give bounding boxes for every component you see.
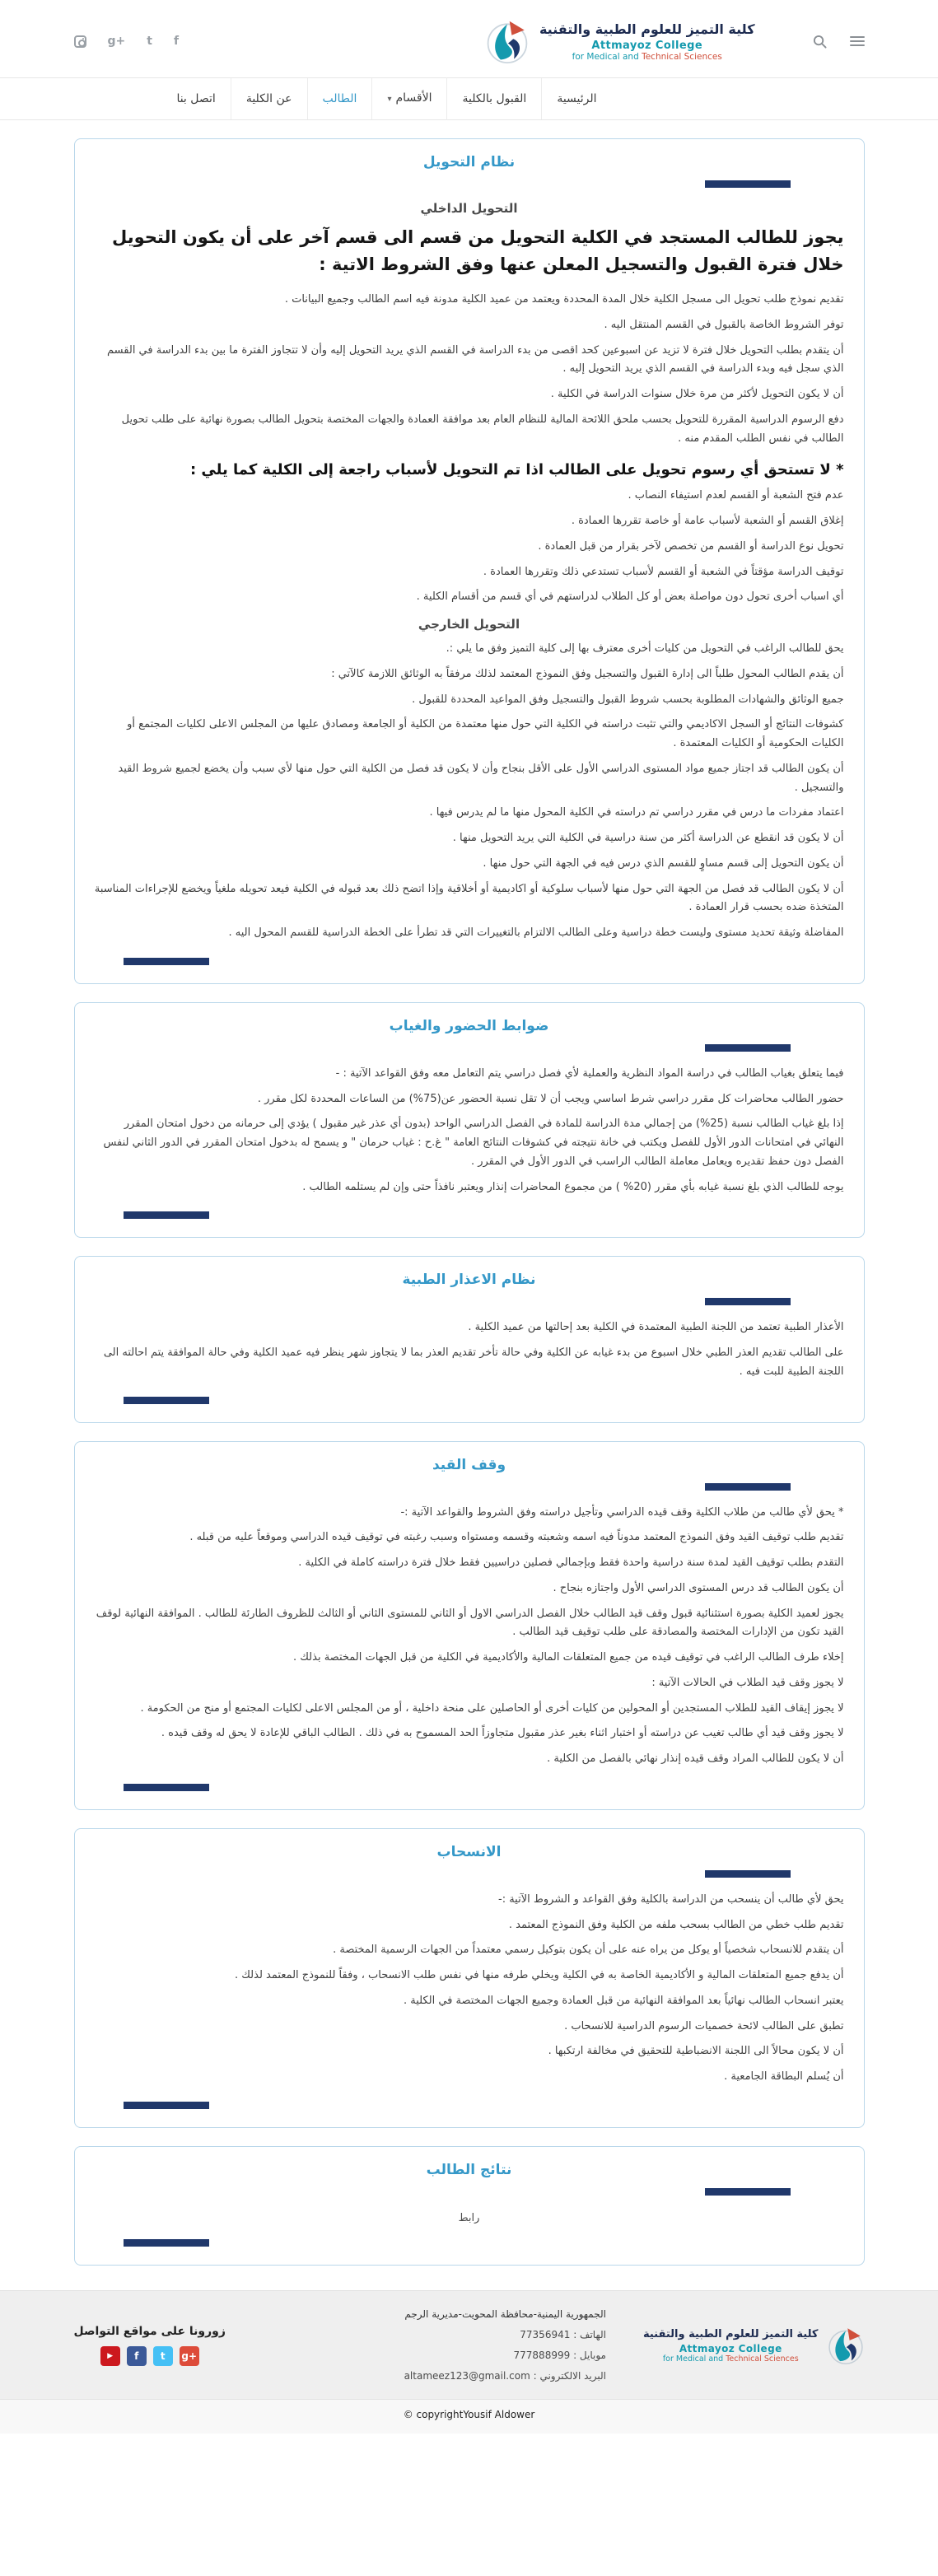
- paragraph: أن لا يكون محالاً الى اللجنة الانضباطية للتحقيق في مخالفة ارتكبها .: [548, 2045, 844, 2058]
- paragraph: إغلاق القسم أو الشعبة لأسباب عامة أو خاصة تقررها العمادة .: [571, 515, 844, 528]
- footer-address: الجمهورية اليمنية-محافظة المحويت-مديرية الرجم: [404, 2308, 606, 2320]
- section-attendance-rules: [74, 1002, 865, 1239]
- paragraph: تقديم طلب توقيف القيد وفق النموذج المعتمد مدوناً فيه اسمه وشعبته وقسمه ومستواه وسبب رغبته في توقيف قيده الدراسي وموقعاً عليه من قبله .: [189, 1531, 844, 1544]
- header-tools: [813, 35, 865, 49]
- section-title: وقف القيد: [432, 1456, 506, 1473]
- twitter-icon[interactable]: t: [147, 35, 152, 48]
- paragraph: أن يُسلم البطاقة الجامعية .: [724, 2070, 844, 2084]
- divider-bar: [705, 2188, 791, 2196]
- google-plus-icon[interactable]: g+: [107, 35, 126, 48]
- nav-home[interactable]: الرئيسية: [557, 92, 597, 105]
- paragraph: الأعذار الطبية تعتمد من اللجنة الطبية المعتمدة في الكلية بعد إحالتها من عميد الكلية .: [468, 1321, 844, 1334]
- divider-bar: [124, 1784, 209, 1791]
- divider-bar: [124, 1211, 209, 1219]
- section-title: الانسحاب: [436, 1843, 502, 1860]
- paragraph: توفر الشروط الخاصة بالقبول في القسم المنتقل اليه .: [604, 318, 844, 331]
- section-title: نظام الاعذار الطبية: [402, 1272, 536, 1289]
- paragraph: إذا بلغ غياب الطالب نسبة (25%) من إجمالي مدة الدراسة للمادة في الفصل الدراسي الواحد (بدون أي عذر غير مقبول ) يؤدي إلى حرمانه من دخول امتحان المقرر النهائي في امتحانات الدور الأول للفصل ويكتب في خانة نتيجته في كشوفات النتائج العامة " غ.ح : غياب حرمان " و يسمح له بدخول امتحان المقرر في الدور الثاني لنفس الفصل دون حفظ تقديره ويعامل معاملة الطالب الراسب في الدور الأول في المقرر .: [103, 1118, 844, 1168]
- divider-bar: [705, 180, 791, 188]
- footer-phone: الهاتف : 77356941: [520, 2329, 606, 2341]
- results-link[interactable]: رابط: [458, 2211, 480, 2224]
- divider-bar: [705, 1044, 791, 1052]
- footer-social-block: [74, 2325, 226, 2366]
- copyright-text: © copyrightYousif Aldower: [0, 2399, 938, 2434]
- section-title: نظام التحويل: [422, 154, 516, 170]
- google-plus-icon[interactable]: g+: [180, 2346, 199, 2366]
- paragraph: اعتماد مفردات ما درس في مقرر دراسي تم دراسته في الكلية المحول منها ما لم يدرس فيها .: [429, 806, 844, 819]
- paragraph: المفاضلة وثيقة تحديد مستوى وليست خطة دراسية وعلى الطالب الالتزام بالتغييرات التي قد تطرأ على الخطة الدراسية للقسم المحول اليه .: [228, 926, 844, 940]
- paragraph: لا يجوز وقف قيد أي طالب تغيب عن دراسته أو اختبار اثناء بغير عذر مقبول متجاوزاً الحد المسموح به في ذلك . الطالب الباقي للإعادة لا يحق له وقف قيده .: [161, 1727, 844, 1740]
- section-student-results: [74, 2146, 865, 2266]
- section-withdrawal: [74, 1828, 865, 2128]
- paragraph: يوجه للطالب الذي بلغ نسبة غيابه بأي مقرر (20% ) من مجموع المحاضرات إنذار ويعتبر نافذاً حتى وإن لم يستلمه الطالب .: [302, 1180, 844, 1193]
- twitter-icon[interactable]: t: [153, 2346, 173, 2366]
- logo-arabic-text: كلية التميز للعلوم الطبية والتقنية: [539, 21, 755, 37]
- divider-bar: [124, 958, 209, 965]
- transfer-intro-heading: يجوز للطالب المستجد في الكلية التحويل من قسم الى قسم آخر على أن يكون التحويل خلال فترة القبول والتسجيل المعلن عنها وفق الشروط الاتية :: [111, 227, 844, 274]
- college-emblem-icon: [485, 16, 530, 66]
- paragraph: حضور الطالب محاضرات كل مقرر دراسي شرط اساسي ويجب أن لا تقل نسبة الحضور عن(75%) من الساعات المحددة لكل مقرر .: [257, 1092, 844, 1105]
- paragraph: أن يدفع جميع المتعلقات المالية و الأكاديمية الخاصة به في الكلية ويخلي طرفه منها في نفس طلب الانسحاب ، وفقاً للنموذج المعتمد لذلك .: [234, 1969, 844, 1982]
- logo-english-line2: for Medical and Technical Sciences: [572, 51, 722, 62]
- paragraph: * يحق لأي طالب من طلاب الكلية وقف قيده الدراسي وتأجيل دراسته وفق الشروط والقواعد الآتية :-: [400, 1505, 844, 1519]
- college-emblem-icon: [827, 2324, 865, 2367]
- paragraph: تحويل نوع الدراسة أو القسم من تخصص لآخر بقرار من قبل العمادة .: [538, 539, 844, 553]
- section-title: نتائج الطالب: [426, 2161, 512, 2178]
- divider-bar: [705, 1483, 791, 1491]
- paragraph: تقديم نموذج طلب تحويل الى مسجل الكلية خلال المدة المحددة ويعتمد من عميد الكلية مدونة فيه اسم الطالب وجميع البيانات .: [284, 293, 844, 306]
- external-transfer-title: التحويل الخارجي: [418, 617, 520, 632]
- main-content: [74, 138, 865, 2266]
- paragraph: يجوز لعميد الكلية بصورة استثنائية قبول وقف قيد الطالب خلال الفصل الدراسي الاول أو الثاني للمستوى الثاني أو الثالث للظروف الطارئة للطالب . الموافقة النهائية لوقف القيد تكون من الإدارات المختصة والمصادقة على طلب توقيف قيد الطالب .: [96, 1607, 844, 1639]
- section-enrollment-suspension: [74, 1441, 865, 1810]
- paragraph: أن يتقدم بطلب التحويل خلال فترة لا تزيد عن اسبوعين كحد اقصى من بدء الدراسة في القسم الذي يريد التحويل إليه وأن لا تتجاوز الفترة ما بين بدء الدراسة في القسم الذي سجل فيه وبدء الدراسة في القسم الذي يريد التحويل إليه .: [107, 343, 844, 376]
- section-medical-excuses: [74, 1256, 865, 1422]
- paragraph: أن يكون الطالب قد اجتاز جميع مواد المستوى الدراسي الأول على الأقل بنجاح وأن لا يكون قد فصل من الكلية التي حول منها لأي سبب وأن يخضع لجميع شروط القيد والتسجيل .: [118, 762, 844, 794]
- paragraph: يحق لأي طالب أن ينسحب من الدراسة بالكلية وفق القواعد و الشروط الآتية :-: [498, 1892, 844, 1906]
- logo-english-line1: Attmayoz College: [679, 2342, 782, 2354]
- divider-bar: [705, 1870, 791, 1878]
- facebook-icon[interactable]: f: [173, 35, 180, 48]
- college-logo[interactable]: [485, 16, 755, 66]
- footer-social-heading: زورونا على مواقع التواصل: [73, 2325, 226, 2339]
- header-social-links: [74, 35, 180, 48]
- divider-bar: [124, 2102, 209, 2109]
- divider-bar: [124, 2239, 209, 2247]
- internal-transfer-title: التحويل الداخلي: [420, 201, 518, 216]
- paragraph: جميع الوثائق والشهادات المطلوبة بحسب شروط القبول والتسجيل وفق المواعيد المحددة للقبول .: [412, 693, 844, 706]
- top-header: [0, 0, 938, 77]
- footer-college-logo: [643, 2324, 865, 2367]
- paragraph: كشوفات النتائج أو السجل الاكاديمي والتي تثبت دراسته في الكلية التي حول منها معتمدة من الكلية أو الجامعة ومصادق عليها من المجلس الاعلى لكليات المجتمع أو الكليات الحكومية أو الكليات المعتمدة .: [127, 718, 844, 750]
- divider-bar: [705, 1298, 791, 1305]
- nav-student[interactable]: الطالب: [308, 78, 373, 119]
- paragraph: فيما يتعلق بغياب الطالب في دراسة المواد النظرية والعملية لأي فصل دراسي يتم التعامل معه وفق القواعد الآتية : -: [335, 1066, 844, 1080]
- chevron-down-icon: ▾: [387, 95, 392, 104]
- paragraph: إخلاء طرف الطالب الراغب في توقيف قيده من جميع المتعلقات المالية والأكاديمية في الكلية من قبل الجهات المختصة بذلك .: [292, 1651, 844, 1664]
- paragraph: لا يجوز إيقاف القيد للطلاب المستجدين أو المحولين من كليات أخرى أو الحاصلين على منحة داخلية ، أو من المجلس الاعلى لكليات المجتمع أو منح من الحكومة .: [140, 1701, 844, 1715]
- nav-about[interactable]: عن الكلية: [231, 78, 308, 119]
- facebook-icon[interactable]: f: [127, 2346, 147, 2366]
- no-fees-heading: * لا تستحق أي رسوم تحويل على الطالب اذا تم التحويل لأسباب راجعة إلى الكلية كما يلي :: [189, 461, 844, 479]
- menu-icon[interactable]: [850, 35, 865, 47]
- paragraph: أن لا يكون التحويل لأكثر من مرة خلال سنوات الدراسة في الكلية .: [550, 388, 844, 401]
- paragraph: تطبق على الطالب لائحة خصميات الرسوم الدراسية للانسحاب .: [564, 2019, 844, 2032]
- paragraph: أن لا يكون قد انقطع عن الدراسة أكثر من سنة دراسية في الكلية التي يريد التحويل منها .: [452, 832, 844, 845]
- paragraph: أي اسباب أخرى تحول دون مواصلة بعض أو كل الطلاب لدراستهم في أي قسم من أقسام الكلية .: [416, 590, 844, 604]
- nav-departments[interactable]: [372, 77, 447, 120]
- nav-admission[interactable]: القبول بالكلية: [447, 78, 542, 119]
- logo-arabic-text: كلية التميز للعلوم الطبية والتقنية: [642, 2327, 819, 2340]
- main-nav: [0, 77, 938, 120]
- paragraph: التقدم بطلب توقيف القيد لمدة سنة دراسية واحدة فقط وبإجمالي فصلين دراسيين فقط خلال فترة دراسته كاملة في الكلية .: [298, 1556, 844, 1570]
- paragraph: يعتبر انسحاب الطالب نهائياً بعد الموافقة النهائية من قبل العمادة وجميع الجهات المختصة في الكلية .: [403, 1994, 844, 2007]
- nav-departments-label: الأقسام: [395, 91, 432, 105]
- search-icon[interactable]: [813, 35, 827, 49]
- paragraph: دفع الرسوم الدراسية المقررة للتحويل بحسب ملحق اللائحة المالية للنظام العام بعد موافقة العمادة والجهات المختصة بتحويل الطالب بصورة نهائية على طلب تحويل الطالب في نفس الطلب المقدم منه .: [121, 413, 844, 445]
- paragraph: تقديم طلب خطي من الطالب بسحب ملفه من الكلية وفق النموذج المعتمد .: [508, 1918, 844, 1931]
- paragraph: أن يكون الطالب قد درس المستوى الدراسي الأول واجتازه بنجاح .: [553, 1581, 844, 1594]
- footer-email: البريد الالكتروني : altameez123@gmail.com: [404, 2370, 606, 2382]
- paragraph: توقيف الدراسة مؤقتاً في الشعبة أو القسم لأسباب تستدعي ذلك وتقررها العمادة .: [483, 565, 844, 578]
- youtube-icon[interactable]: ▶: [100, 2346, 120, 2366]
- instagram-icon[interactable]: [74, 35, 86, 48]
- paragraph: أن يكون التحويل إلى قسم مساوٍ للقسم الذي درس فيه في الجهة التي حول منها .: [483, 856, 844, 870]
- footer-mobile: موبايل : 777888999: [513, 2350, 606, 2362]
- paragraph: لا يجوز وقف قيد الطلاب في الحالات الآتية :: [651, 1676, 844, 1689]
- logo-english-line2: for Medical and Technical Sciences: [662, 2354, 799, 2364]
- footer-contact-block: [404, 2304, 606, 2387]
- section-transfer-system: [74, 138, 865, 984]
- paragraph: على الطالب تقديم العذر الطبي خلال اسبوع من بدء غيابه عن الكلية وفي حالة تأخر تقديم العذر بما لا يتجاوز شهر ينظر فيه عميد الكلية وفي حالة الموافقة يتم احالته الى اللجنة الطبية للبت فيه .: [103, 1346, 844, 1378]
- section-title: ضوابط الحضور والغياب: [389, 1017, 549, 1034]
- paragraph: أن يتقدم للانسحاب شخصياً أو يوكل من يراه عنه على أن يكون بتوكيل رسمي معتمداً من الجهات الرسمية المختصة .: [333, 1944, 844, 1957]
- paragraph: عدم فتح الشعبة أو القسم لعدم استيفاء النصاب .: [628, 489, 844, 502]
- footer: [0, 2290, 938, 2399]
- logo-english-line1: Attmayoz College: [591, 39, 703, 52]
- divider-bar: [124, 1397, 209, 1404]
- paragraph: أن لا يكون الطالب قد فصل من الجهة التي حول منها لأسباب سلوكية أو اكاديمية أو أخلاقية وإذا اتضح ذلك بعد قبوله في الكلية فيعد تحويله ملغياً ويخضع للإجراءات المناسبة المتخذة ضده بحسب قرار العمادة .: [94, 882, 844, 914]
- paragraph: أن لا يكون للطالب المراد وقف قيده إنذار نهائي بالفصل من الكلية .: [547, 1752, 844, 1766]
- paragraph: أن يقدم الطالب المحول طلباً الى إدارة القبول والتسجيل وفق النموذج المعتمد لذلك مرفقاً به الوثائق اللازمة كالآتي :: [331, 667, 844, 680]
- nav-contact[interactable]: اتصل بنا: [161, 78, 231, 119]
- paragraph: يحق للطالب الراغب في التحويل من كليات أخرى معترف بها إلى كلية التميز وفق ما يلي :.: [446, 642, 844, 656]
